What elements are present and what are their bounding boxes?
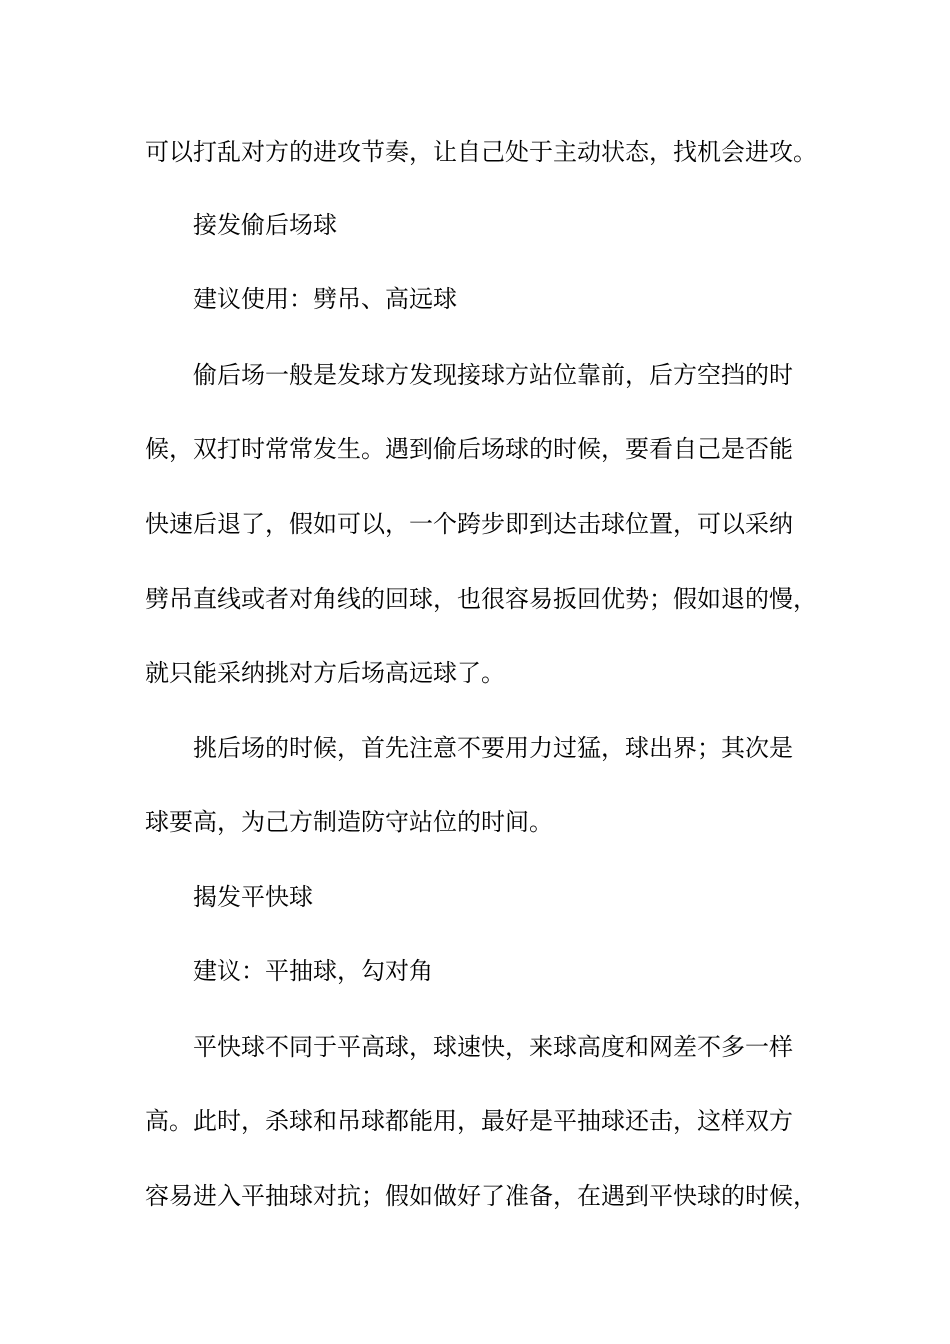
paragraph-line-continuation: 可以打乱对方的进攻节奏，让自己处于主动状态，找机会进攻。 — [145, 138, 817, 166]
section-heading-receive-rear-court: 接发偷后场球 — [193, 211, 337, 239]
paragraph-line: 挑后场的时候，首先注意不要用力过猛，球出界；其次是 — [193, 734, 793, 762]
suggestion-line-rear-court: 建议使用：劈吊、高远球 — [193, 285, 457, 313]
paragraph-line: 快速后退了，假如可以，一个跨步即到达击球位置，可以采纳 — [145, 510, 793, 538]
paragraph-line: 容易进入平抽球对抗；假如做好了准备，在遇到平快球的时候， — [145, 1182, 817, 1210]
paragraph-line: 球要高，为己方制造防守站位的时间。 — [145, 808, 553, 836]
paragraph-line: 劈吊直线或者对角线的回球，也很容易扳回优势；假如退的慢， — [145, 585, 817, 613]
section-heading-flat-fast-ball: 揭发平快球 — [193, 883, 313, 911]
paragraph-line: 偷后场一般是发球方发现接球方站位靠前，后方空挡的时 — [193, 361, 793, 389]
paragraph-line: 候，双打时常常发生。遇到偷后场球的时候，要看自己是否能 — [145, 435, 793, 463]
paragraph-line: 平快球不同于平高球，球速快，来球高度和网差不多一样 — [193, 1033, 793, 1061]
paragraph-line: 高。此时，杀球和吊球都能用，最好是平抽球还击，这样双方 — [145, 1107, 793, 1135]
paragraph-line: 就只能采纳挑对方后场高远球了。 — [145, 659, 505, 687]
suggestion-line-flat-fast-ball: 建议：平抽球，勾对角 — [193, 957, 433, 985]
